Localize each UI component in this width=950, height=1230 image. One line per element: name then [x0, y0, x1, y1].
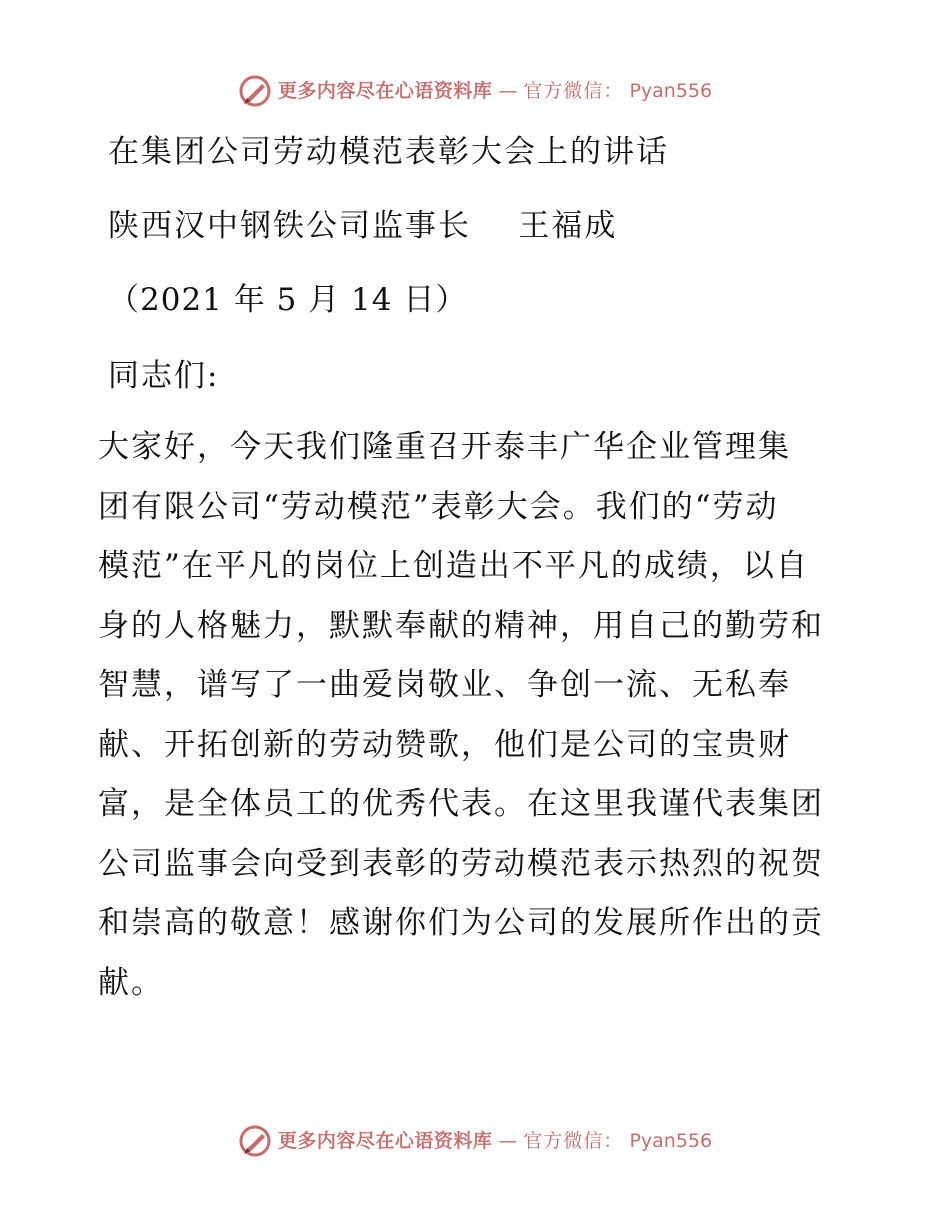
body-line: 和崇高的敬意！感谢你们为公司的发展所作出的贡 [98, 905, 824, 941]
document-author: 陕西汉中钢铁公司监事长 王福成 [108, 208, 618, 244]
body-line: 献。 [98, 964, 164, 1001]
watermark-main-text: 更多内容尽在心语资料库 [277, 79, 493, 102]
body-line: 智慧，谱写了一曲爱岗敬业、争创一流、无私奉 [98, 667, 791, 703]
body-line: 模范”在平凡的岗位上创造出不平凡的成绩，以自 [98, 548, 809, 584]
document-title: 在集团公司劳动模范表彰大会上的讲话 [108, 134, 669, 170]
body-line: 大家好，今天我们隆重召开泰丰广华企业管理集 [98, 429, 791, 465]
watermark-label: 官方微信： [523, 1129, 624, 1152]
pen-logo-icon [238, 74, 272, 108]
body-line: 献、开拓创新的劳动赞歌，他们是公司的宝贵财 [98, 726, 791, 763]
watermark-separator: — [498, 1129, 518, 1152]
pen-logo-icon [238, 1124, 272, 1158]
body-line: 富，是全体员工的优秀代表。在这里我谨代表集团 [98, 786, 824, 822]
watermark-separator: — [498, 79, 518, 102]
document-salutation: 同志们: [108, 358, 220, 394]
document-date: （2021 年 5 月 14 日） [108, 282, 468, 318]
watermark-wechat-id: Pyan556 [629, 1129, 713, 1152]
body-line: 身的人格魅力，默默奉献的精神，用自己的勤劳和 [98, 607, 824, 644]
watermark-header [0, 74, 950, 108]
body-line: 公司监事会向受到表彰的劳动模范表示热烈的祝贺 [98, 845, 824, 882]
body-line: 团有限公司“劳动模范”表彰大会。我们的“劳动 [98, 488, 779, 525]
watermark-label: 官方微信： [523, 79, 624, 102]
document-body [98, 418, 858, 1013]
watermark-footer [0, 1124, 950, 1158]
watermark-main-text: 更多内容尽在心语资料库 [277, 1129, 493, 1152]
watermark-wechat-id: Pyan556 [629, 79, 713, 102]
